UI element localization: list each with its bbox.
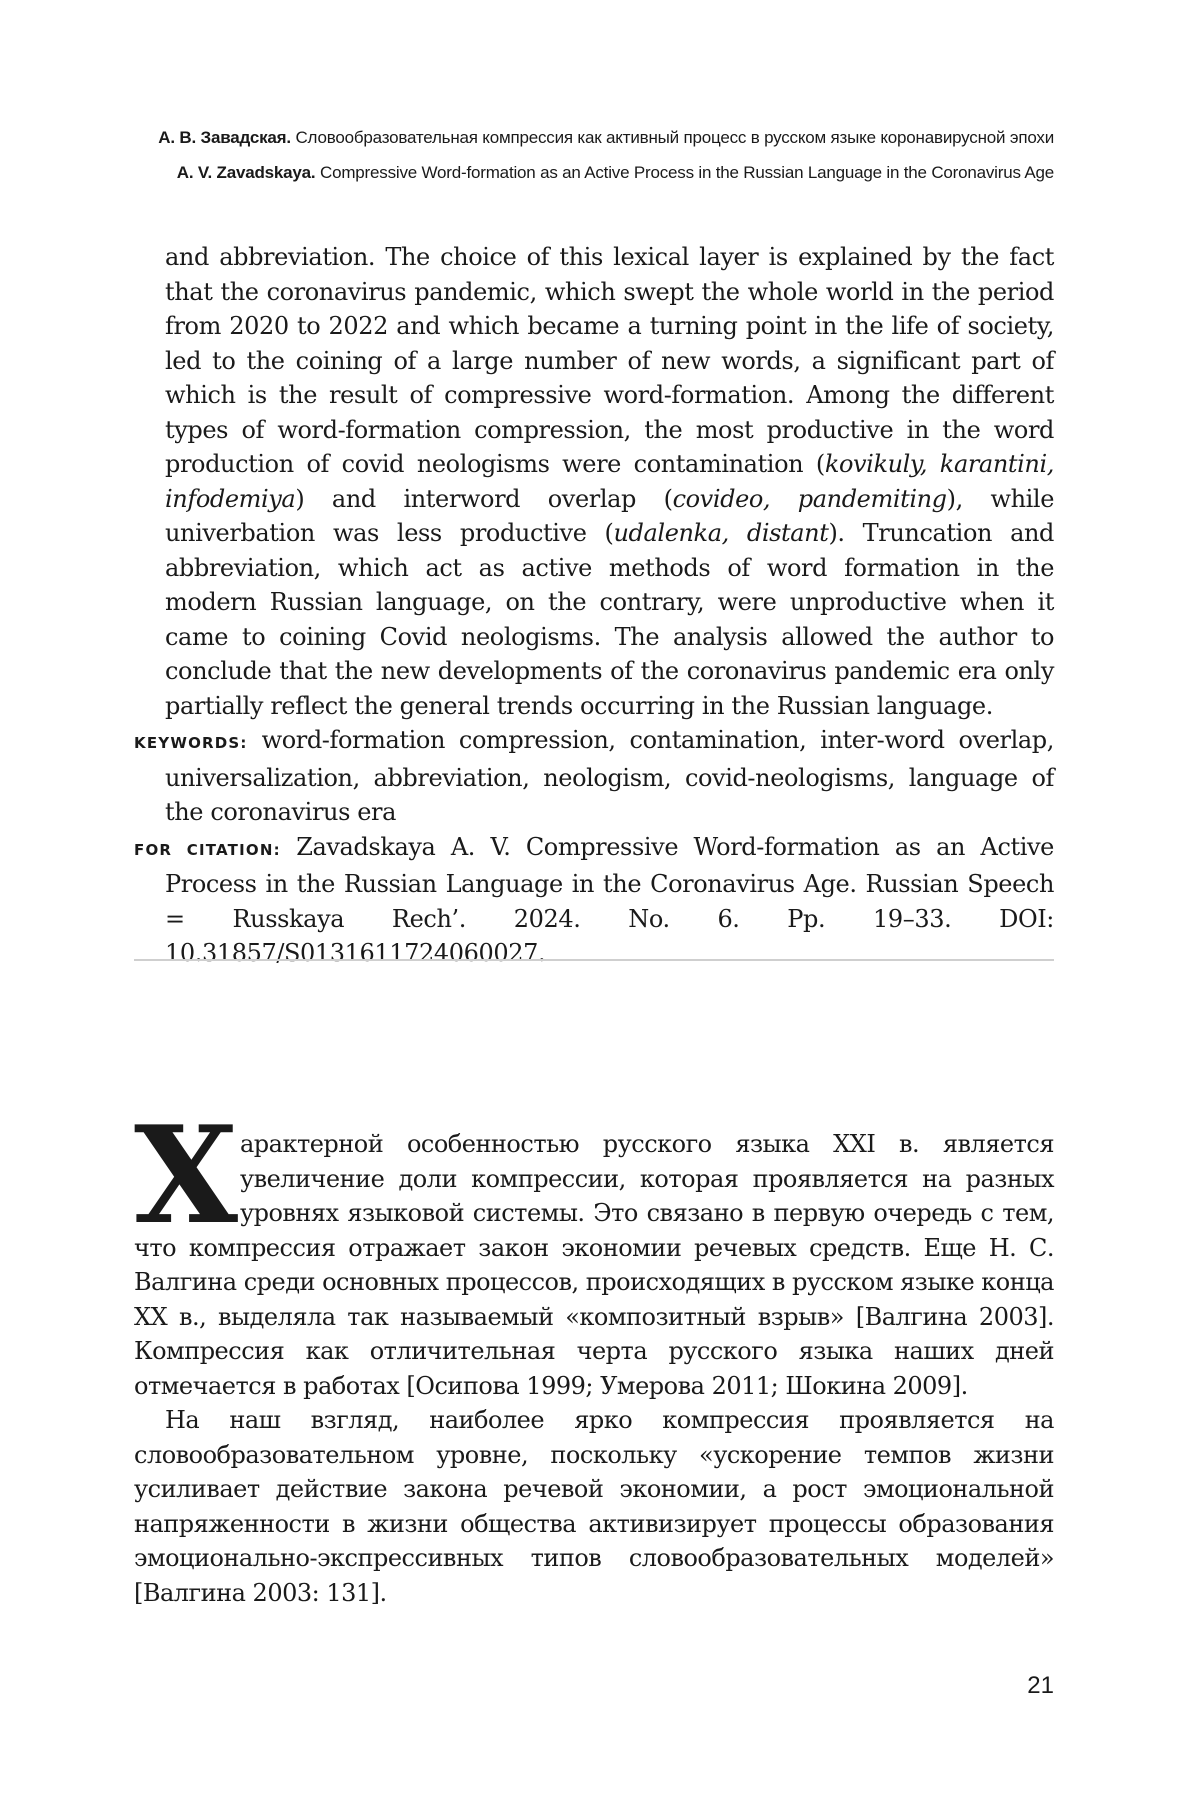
running-head-en-author: A. V. Zavadskaya. (176, 163, 316, 182)
abstract-example-overlap: covideo, pandemiting (672, 484, 947, 513)
abstract-block (134, 240, 1054, 971)
abstract-example-univerbation: udalenka, distant (613, 519, 829, 547)
running-head-en-title: Compressive Word-formation as an Active Process in the Russian Language in the Coronavirus Age (320, 163, 1054, 182)
abstract-text-d: ). Truncation and abbreviation, which act as active methods of word formation in the modern Russian language, on the contrary, were unproductive when it came to coining Covid neologisms. The analysis allowed the author to conclude that the new developments of the coronavirus pandemic era only partially reflect the general trends occurring in the Russian language. (165, 519, 1055, 720)
abstract-example-contamination: kovikuly, karantini, infodemiya (165, 450, 1054, 513)
running-head-ru-title: Словообразовательная компрессия как активный процесс в русском языке коронавирусной эпохи (295, 128, 1054, 147)
body-paragraph-2: На наш взгляд, наиболее ярко компрессия проявляется на словообразовательном уровне, поскольку «ускорение темпов жизни усиливает действие закона речевой экономии, а рост эмоциональной напряженности в жизни общества активизирует процессы образования эмоционально-экспрессивных типов словообразовательных моделей» [Валгина 2003: 131]. (134, 1406, 1054, 1607)
citation (134, 830, 1054, 971)
keywords (134, 723, 1054, 830)
citation-text: Zavadskaya A. V. Compressive Word-formation as an Active Process in the Russian Language in the Coronavirus Age. Russian Speech = Russkaya Rech’. 2024. No. 6. Pp. 19–33. DOI: 10.31857/S0131611724060027. (165, 832, 1054, 967)
keywords-text: word-formation compression, contamination, inter-word overlap, universalization, abbreviation, neologism, covid-neologisms, language of the coronavirus era (165, 726, 1054, 826)
abstract-text-c: ), while univerbation was less productive ( (165, 484, 1055, 547)
citation-label: FOR CITATION: (134, 840, 281, 859)
section-divider (134, 959, 1054, 961)
body-paragraph-1 (134, 1096, 1054, 1403)
keywords-label: KEYWORDS: (134, 734, 248, 752)
abstract-text-a: and abbreviation. The choice of this lexical layer is explained by the fact that the coronavirus pandemic, which swept the whole world in the period from 2020 to 2022 and which became a turning point in the life of society, led to the coining of a large number of new words, a significant part of which is the result of compressive word-formation. Among the different types of word-formation compression, the most productive in the word production of covid neologisms were contamination ( (165, 243, 1054, 478)
running-head-english (134, 163, 1054, 183)
abstract-text-b: ) and interword overlap ( (295, 484, 673, 513)
article-body (134, 1096, 1054, 1610)
running-head-russian (134, 128, 1054, 148)
drop-cap: Х (134, 1096, 238, 1254)
abstract-paragraph (134, 240, 1054, 723)
body-paragraph-1-text: арактерной особенностью русского языка XXI в. является увеличение доли компрессии, которая проявляется на разных уровнях языковой системы. Это связано в первую очередь с тем, что компрессия отражает закон экономии речевых средств. Еще Н. С. Валгина среди основных процессов, происходящих в русском языке конца XX в., выделяла так называемый «композитный взрыв» [Валгина 2003]. Компрессия как отличительная черта русского языка наших дней отмечается в работах [Осипова 1999; Умерова 2011; Шокина 2009]. (134, 1130, 1054, 1400)
running-head-ru-author: А. В. Завадская. (158, 128, 291, 147)
page-number: 21 (1027, 1672, 1054, 1699)
